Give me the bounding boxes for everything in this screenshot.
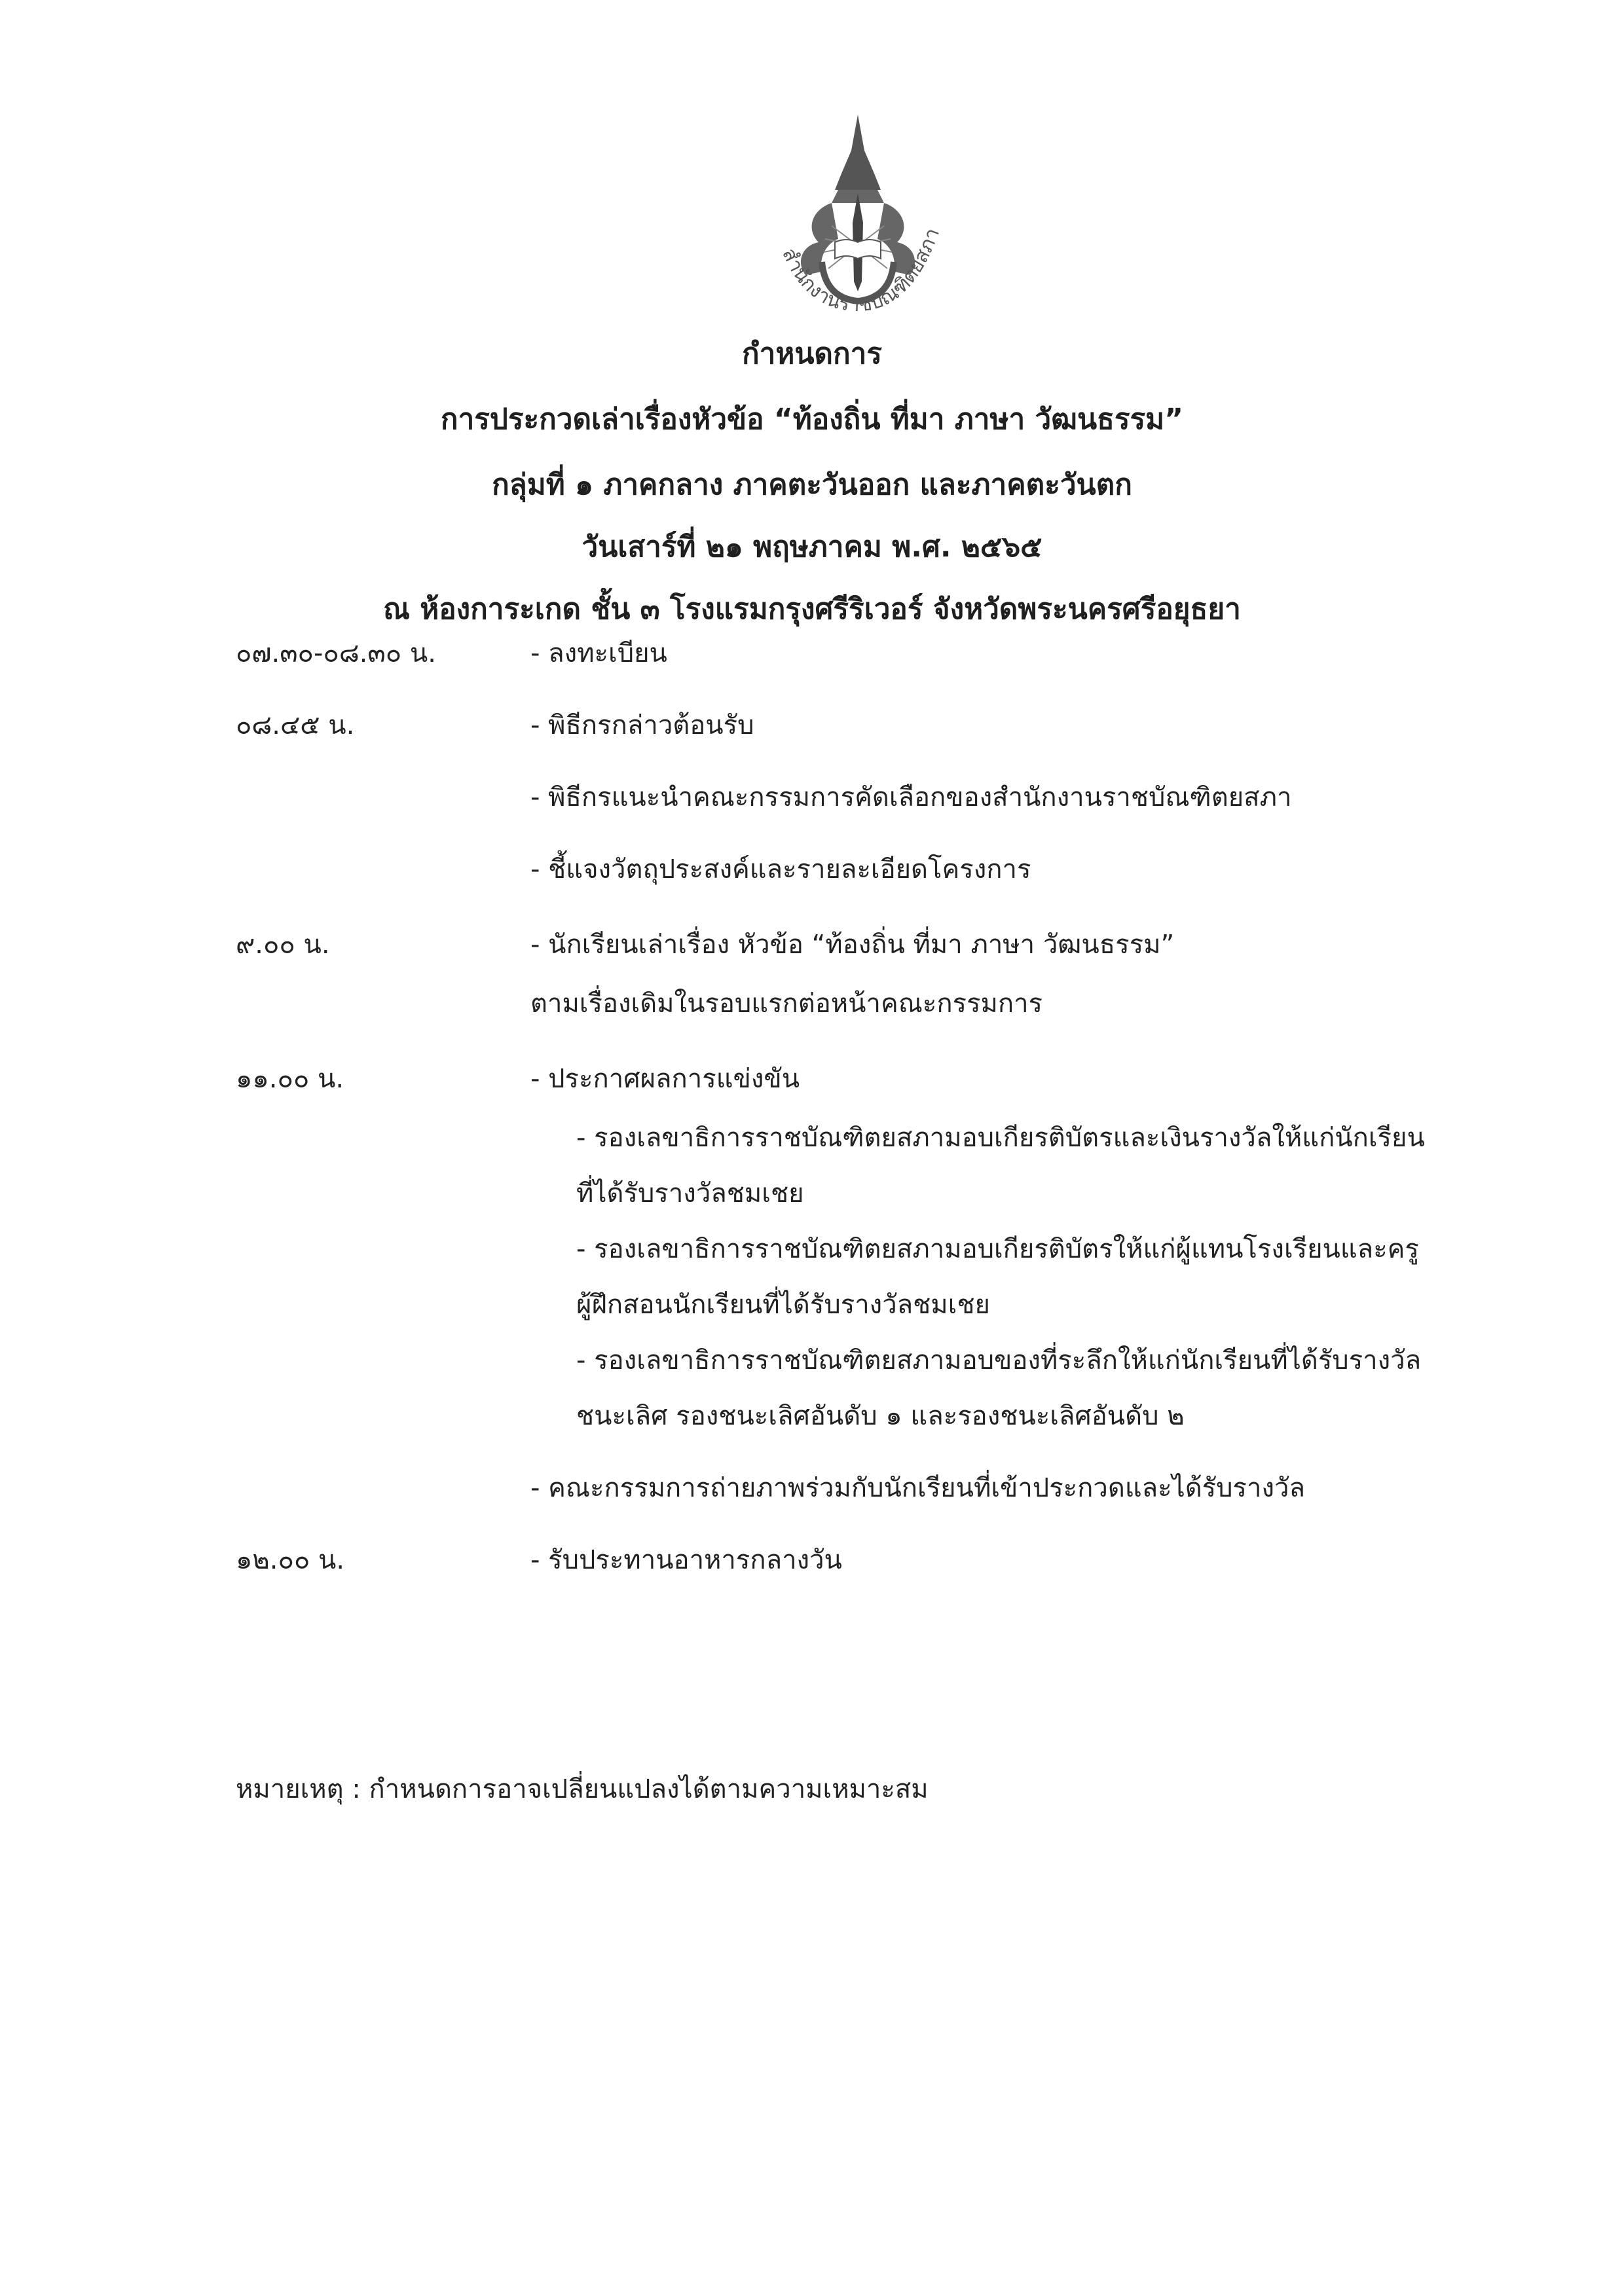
schedule-item: - ลงทะเบียน <box>530 638 667 668</box>
schedule-subitem: - รองเลขาธิการราชบัณฑิตยสภามอบเกียรติบัตรและเงินรางวัลให้แก่นักเรียน <box>576 1123 1425 1153</box>
schedule-subitem: - รองเลขาธิการราชบัณฑิตยสภามอบของที่ระลึกให้แก่นักเรียนที่ได้รับรางวัล <box>576 1345 1422 1376</box>
schedule-item: - นักเรียนเล่าเรื่อง หัวข้อ “ท้องถิ่น ที่มา ภาษา วัฒนธรรม” <box>530 930 1175 960</box>
schedule-time: ๑๒.๐๐ น. <box>236 1545 345 1575</box>
event-date: วันเสาร์ที่ ๒๑ พฤษภาคม พ.ศ. ๒๕๖๕ <box>581 530 1043 564</box>
schedule-subitem: ชนะเลิศ รองชนะเลิศอันดับ ๑ และรองชนะเลิศอันดับ ๒ <box>576 1401 1185 1431</box>
schedule-subitem: ผู้ฝึกสอนนักเรียนที่ได้รับรางวัลชมเชย <box>576 1290 990 1320</box>
schedule-time: ๙.๐๐ น. <box>236 930 330 960</box>
footnote: หมายเหตุ : กำหนดการอาจเปลี่ยนแปลงได้ตามความเหมาะสม <box>236 1774 929 1804</box>
schedule-item: - พิธีกรแนะนำคณะกรรมการคัดเลือกของสำนักงานราชบัณฑิตยสภา <box>530 782 1292 812</box>
schedule-item: - ประกาศผลการแข่งขัน <box>530 1064 800 1094</box>
schedule-item: ตามเรื่องเดิมในรอบแรกต่อหน้าคณะกรรมการ <box>530 989 1043 1019</box>
event-venue: ณ ห้องการะเกด ชั้น ๓ โรงแรมกรุงศรีริเวอร์ จังหวัดพระนครศรีอยุธยา <box>383 592 1241 626</box>
event-title: การประกวดเล่าเรื่องหัวข้อ “ท้องถิ่น ที่มา ภาษา วัฒนธรรม” <box>440 403 1184 436</box>
schedule-subitem: ที่ได้รับรางวัลชมเชย <box>576 1178 804 1209</box>
schedule-item: - ชี้แจงวัตถุประสงค์และรายละเอียดโครงการ <box>530 854 1031 884</box>
event-group: กลุ่มที่ ๑ ภาคกลาง ภาคตะวันออก และภาคตะวันตก <box>492 468 1132 501</box>
schedule-item: - รับประทานอาหารกลางวัน <box>530 1545 842 1575</box>
schedule-subitem: - รองเลขาธิการราชบัณฑิตยสภามอบเกียรติบัตรให้แก่ผู้แทนโรงเรียนและครู <box>576 1234 1419 1264</box>
svg-text:สำนักงานราชบัณฑิตยสภา: สำนักงานราชบัณฑิตยสภา <box>777 225 945 314</box>
schedule-time: ๑๑.๐๐ น. <box>236 1064 344 1094</box>
schedule-item: - คณะกรรมการถ่ายภาพร่วมกับนักเรียนที่เข้าประกวดและได้รับรางวัล <box>530 1473 1306 1503</box>
document-title: กำหนดการ <box>742 337 882 371</box>
royal-society-emblem-icon <box>766 111 950 314</box>
schedule-item: - พิธีกรกล่าวต้อนรับ <box>530 710 754 740</box>
schedule-time: ๐๘.๔๕ น. <box>236 710 355 740</box>
schedule-time: ๐๗.๓๐-๐๘.๓๐ น. <box>236 638 436 668</box>
